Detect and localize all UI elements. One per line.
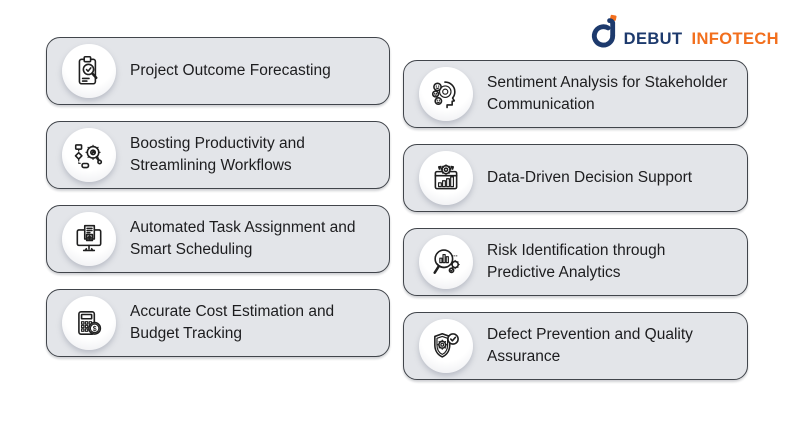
monitor-task-icon [62,212,116,266]
workflow-gear-icon [62,128,116,182]
card-label: Risk Identification through Predictive Analytics [487,242,666,281]
logo-brand-second: INFOTECH [691,30,779,48]
card-automated-task-assignment [46,205,390,273]
card-label: Project Outcome Forecasting [130,62,331,79]
card-label: Automated Task Assignment and Smart Scheduling [130,219,356,258]
debut-infotech-logo [589,13,779,53]
card-defect-prevention [403,312,748,380]
card-label: Accurate Cost Estimation and Budget Tracking [130,303,335,342]
clipboard-search-icon [62,44,116,98]
card-project-outcome-forecasting [46,37,390,105]
magnifier-analytics-icon [419,235,473,289]
card-boosting-productivity [46,121,390,189]
logo-wordmark [624,30,779,53]
card-accurate-cost-estimation [46,289,390,357]
calculator-dollar-icon [62,296,116,350]
card-sentiment-analysis [403,60,748,128]
card-label: Sentiment Analysis for Stakeholder Communication [487,74,728,113]
card-label: Defect Prevention and Quality Assurance [487,326,693,365]
card-data-driven-decision [403,144,748,212]
card-label: Boosting Productivity and Streamlining Workflows [130,135,305,174]
left-column [46,37,390,357]
head-sentiment-icon [419,67,473,121]
shield-quality-check-icon [419,319,473,373]
svg-text:$: $ [92,325,97,333]
card-label: Data-Driven Decision Support [487,169,693,186]
card-risk-identification [403,228,748,296]
right-column [403,60,748,380]
debut-infotech-logo-mark-icon [589,13,618,53]
chart-decision-gear-icon [419,151,473,205]
logo-brand-first: DEBUT [623,30,683,48]
